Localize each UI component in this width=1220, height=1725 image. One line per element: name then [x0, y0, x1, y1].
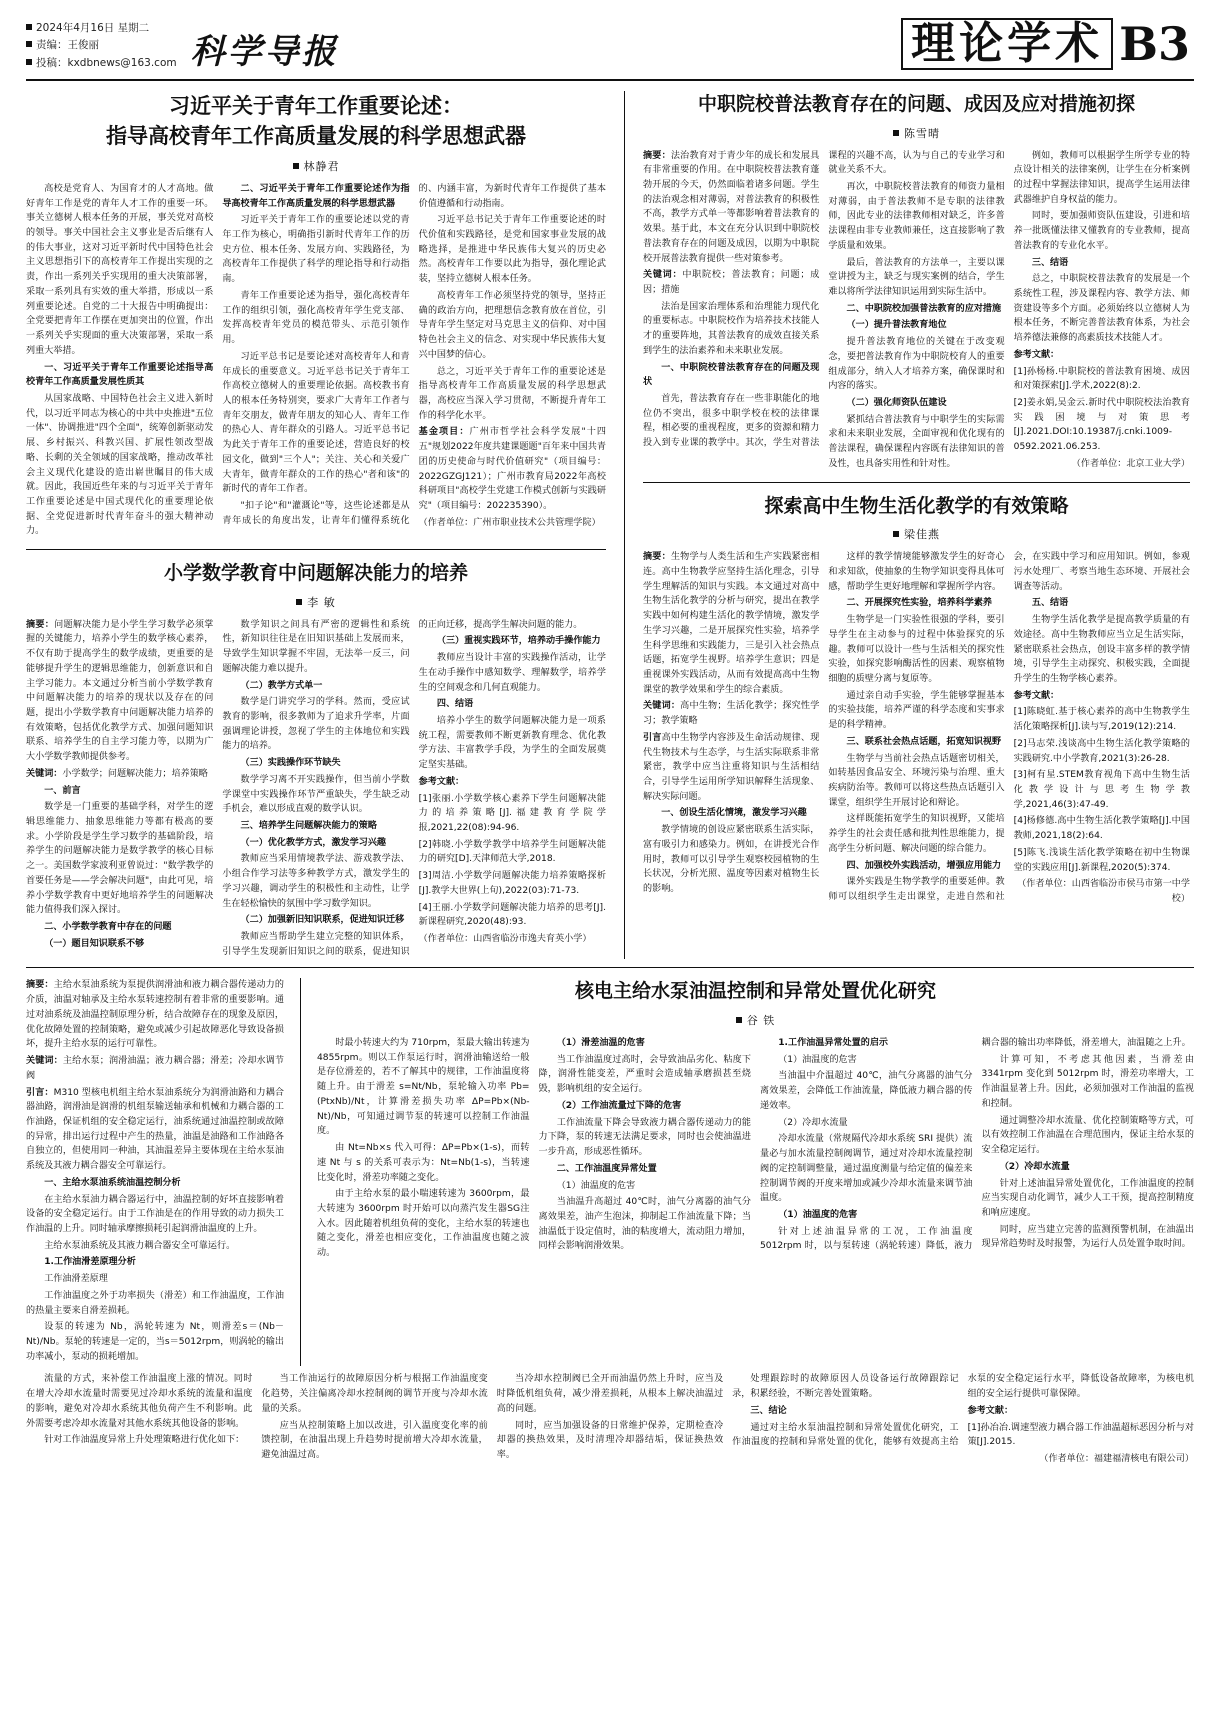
article4-headline: 探索高中生物生活化教学的有效策略 [764, 494, 1069, 517]
divider-2 [643, 482, 1190, 483]
article-primary-math [26, 560, 606, 959]
paper-name: 科学导报 [190, 32, 339, 72]
article-xi-youth-work [26, 91, 606, 539]
top-region [26, 91, 1194, 959]
article4-byline: 梁佳燕 [643, 526, 1190, 542]
article3-byline: 李 敏 [26, 594, 606, 610]
article5-body: 时最小转速大约为 710rpm，泵最大输出转速为 4855rpm。则以工作泵运行时，润滑油输送给一般是存位滑差的，若不了解其中的规律，工作油温度将随上升。由于滑差 s=Nt/Nb，泵轮输入功率 Pb=(PtxNb)/Nt，计算滑差损失功率 ΔP=Pb×(Nb-Nt)/Nb，可知通过调节泵的转速可以控制工作油温度。 由 Nt=Nb×s 代入可得：ΔP=Pb×(1-s)，而转速 Nt 与 s 的关系可表示为：Nt=Nb(1-s)，当转速比变化时，滑差功率随之变化。 由于主给水泵的最小喘速转速为 3600rpm，最大转速为 3600rpm 时开始可以向蒸汽发生器SG注入水。因此随着机组负荷的变化，主给水泵的转速也随之变化，滑差也相应变化，工作油温度也随之波动。 （1）滑差油温的危害 当工作油温度过高时，会导致油品劣化、粘度下降，润滑性能变差，严重时会造成轴承磨损甚至烧毁，影响机组的安全运行。 （2）工作油流量过下降的危害 工作油流量下降会导致液力耦合器传递动力的能力下降，泵的转速无法满足要求，同时也会使油温进一步升高，形成恶性循环。 二、工作油温度异常处置 （1）油温度的危害 当油温升高超过 40℃时，油气分离器的油气分离效果差，油产生泡沫，抑制起工作油流量下降；当油温低于设定值时，油的粘度增大，流动阻力增加，同样会影响润滑效果。 1.工作油温异常处置的启示 （1）油温度的危害 当油温中介温超过 40℃，油气分离器的油气分离效果差，会降低工作油流量，降低液力耦合器的传递效率。 （2）冷却水流量 冷却水流量（常规隔代冷却水系统 SRI 提供）流量必与加水流量控制阀调节，通过对冷却水流量控制阀的定控制调整量，通过温度测量与给定值的偏差来控制调节阀的开度来增加或减少冷却水流量来调节油温度。 （1）油温度的危害 针对上述油温异常的工况，工作油温度 5012rpm 时，以与泵转速（涡轮转速）降低，液力耦合器的输出功率降低，滑差增大，油温随之上升。 计算可知，不考虑其他因素，当滑差由 3341rpm 变化到 5012rpm 时，滑差功率增大，工作油温显著上升。因此，必须加强对工作油温的监视和控制。 通过调整冷却水流量、优化控制策略等方式，可以有效控制工作油温在合理范围内，保证主给水泵的安全稳定运行。 （2）冷却水流量 针对上述油温异常处置优化，工作油温度的控制应当实现自动化调节，减少人工干预，提高控制精度和响应速度。 同时，应当建立完善的监测预警机制，在油温出现异常趋势时及时报警，为运行人员处置争取时间。 [317, 1038, 1194, 1259]
article1-body: 高校是党育人、为国育才的人才高地。做好青年工作是党的青年人才工作的重要一环。事关立德树人根本任务的开展，事关党对高校的领导。事关中国社会主义事业是否后继有人的伟大事业，这对习近平新时代中国特色社会主义思想指引下的高校青年工作提出实现的之责，作出一系列关乎实现用的重大决策部署，采取一系列具有实效的重大举措，形成以一系列重要论述。自党的二十大报告中明确提出：全党要把青年工作摆在更加突出的位置，作出一系列关乎实现面的重大决策部署，采取一系列重大举措。 一、习近平关于青年工作重要论述指导高校青年工作高质量发展性质其 从国家战略、中国特色社会主义进入新时代，以习近平同志为核心的中共中央推进"五位一体"、协调推进"四个全面"，统筹创新驱动发展、乡村振兴、科教兴国、扩展性领改型战略、长剩的关全领域的国家战略，推动改革社会主义现代化建设的造出崭世瞩目的伟大成就。因此，我国近些年来的与习近平关于青年工作重要论述是中国式现代化的重要理论依据、全党促进新时代青年奋斗的强大精神动力。 二、习近平关于青年工作重要论述作为指导高校青年工作高质量发展的科学思想武器 习近平关于青年工作的重要论述以党的青年工作为核心，明确指引新时代青年工作的历史方位、根本任务、发展方向、实践路径，为高校青年工作提供了科学的理论指导和行动指南。 青年工作重要论述为指导，强化高校青年工作的组织引领，强化高校青年学生党支部、发挥高校青年党员的模范带头、示范引领作用。 习近平总书记是要论述对高校青年人和青年成长的重要意义。习近平总书记关于青年工作高校立德树人的重要理论依据。高校教书育人的根本任务特别突，要求广大青年工作者与青年交朋友，做青年朋友的知心人、青年工作的热心人、青年群众的引路人。习近平总书记为此关于青年工作的重要论述，营造良好的校园文化，做到"三个人"；关注、关心和关爱广大青年，做青年群众的工作的热心"者和该"的新时代的青年工作者。 "扣子论"和"灌溉论"等，这些论述都是从青年成长的角度出发，让青年们懂得系统化的、内涵丰富，为新时代青年工作提供了基本价值遵循和行动指南。 习近平总书记关于青年工作重要论述的时代价值和实践路径，是党和国家事业发展的战略选择，是推进中华民族伟大复兴的历史必然。高校青年工作要以此为指导，强化理论武装，坚持立德树人根本任务。 高校青年工作必须坚持党的领导，坚持正确的政治方向，把理想信念教育放在首位，引导青年学生坚定对马克思主义的信仰、对中国特色社会主义的信念、对实现中华民族伟大复兴中国梦的信心。 总之，习近平关于青年工作的重要论述是指导高校青年工作高质量发展的科学思想武器，高校应当深入学习贯彻，不断提升青年工作的科学化水平。 基金项目：广州市哲学社会科学发展"十四五"规划2022年度共建课题题"百年来中国共青团的历史使命与时代价值研究"（项目编号：2022GZGJ121）；广州市教育局2022年高校科研项目"高校学生党建工作模式创新与实践研究"（项目编号：202235390）。 （作者单位：广州市职业技术公共管理学院） [26, 183, 606, 537]
left-column-region [26, 91, 606, 959]
editor: 责编：王俊丽 [26, 37, 177, 54]
article-biology-life-teaching [643, 493, 1190, 907]
article1-headline: 习近平关于青年工作重要论述： 指导高校青年工作高质量发展的科学思想武器 [106, 93, 526, 149]
masthead-right [901, 18, 1194, 70]
article5-tail: 流量的方式，来补偿工作油温度上涨的情况。同时在增大冷却水流量时需要见过冷却水系统的流量和温度的影响，避免对冷却水系统其他负荷产生不利影响。此外需要考虑冷却水流量对其他水系统其他设备的影响。 针对工作油温度异常上升处理策略进行优化如下： 当工作油运行的故障原因分析与根据工作油温度变化趋势，关注偏离冷却水控制阀的调节开度与冷却水流量的关系。 应当从控制策略上加以改进，引入温度变化率的前馈控制，在油温出现上升趋势时提前增大冷却水流量，避免油温过高。 当冷却水控制阀已全开而油温仍然上升时，应当及时降低机组负荷，减少滑差损耗，从根本上解决油温过高的问题。 同时，应当加强设备的日常维护保养，定期检查冷却器的换热效果，及时清理冷却器结垢，保证换热效率。 处理跟踪时的故障原因人员设备运行故障跟踪记录，积累经验，不断完善处置策略。 三、结论 通过对主给水泵油温控制和异常处置优化研究，工作油温度的控制和异常处置的优化，能够有效提高主给水泵的安全稳定运行水平，降低设备故障率，为核电机组的安全运行提供可靠保障。 参考文献： [1]孙冶冶.调速型液力耦合器工作油温超标恶因分析与对策[J].2015. （作者单位：福建福清核电有限公司） [26, 1374, 1194, 1465]
masthead-meta [26, 18, 177, 72]
issue-date: 2024年4月16日 星期二 [26, 20, 177, 37]
article2-byline: 陈雪晴 [643, 125, 1190, 141]
article5-headline: 核电主给水泵油温控制和异常处置优化研究 [574, 980, 936, 1003]
masthead-left [26, 18, 339, 73]
article-feedwater-pump [26, 978, 1194, 1366]
article5-abstract-block [26, 978, 284, 1366]
page-number: B3 [1119, 17, 1190, 71]
bottom-region [26, 967, 1194, 1466]
submission-email: 投稿：kxdbnews@163.com [26, 55, 177, 72]
right-column-region [624, 91, 1190, 959]
masthead [26, 18, 1194, 81]
article5-byline: 谷 铁 [317, 1012, 1194, 1028]
article3-headline: 小学数学教育中问题解决能力的培养 [163, 562, 468, 585]
article2-headline: 中职院校普法教育存在的问题、成因及应对措施初探 [697, 93, 1135, 115]
article2-body: 摘要：法治教育对于青少年的成长和发展具有非常重要的作用。在中职院校普法教育蓬勃开展的今天，仍然面临着诸多问题。学生的法治观念相对薄弱，对普法教育的积极性不高，教学方式单一等都影响着普法教育的效果。基于此，本文在充分认识到中职院校普法教育存在的问题及成因，以期为中职院校开展普法教育提供一些对策参考。 关键词：中职院校；普法教育；问题；成因；措施 法治是国家治理体系和治理能力现代化的重要标志。中职院校作为培养技术技能人才的重要阵地，其普法教育的成效直接关系到学生的法治素养和未来职业发展。 一、中职院校普法教育存在的问题及现状 首先，普法教育存在一些非职能化的地位仍不突出，很多中职学校在校的法律课程，相必要的重视程度，更多的资源和精力投入到专业课的教学中。其次，学生对普法课程的兴趣不高，认为与自己的专业学习和就业关系不大。 再次，中职院校普法教育的师资力量相对薄弱，由于普法教师不是专职的法律教师，因此专业的法律教师相对缺乏，许多普法课程由非专业教师兼任，这直接影响了教学质量和效果。 最后，普法教育的方法单一，主要以课堂讲授为主，缺乏与现实案例的结合，学生难以将所学法律知识运用到实际生活中。 二、中职院校加强普法教育的应对措施 （一）提升普法教育地位 提升普法教育地位的关键在于改变观念，要把普法教育作为中职院校育人的重要组成部分，纳入人才培养方案，确保课时和内容的落实。 （二）强化师资队伍建设 紧抓结合普法教育与中职学生的实际需求和未来职业发展，全面审视和优化现有的普法课程，确保课程内容既有法律知识的普及性，也具备实用性和针对性。 例如，教师可以根据学生所学专业的特点设计相关的法律案例，让学生在分析案例的过程中掌握法律知识，提高学生运用法律武器维护自身权益的能力。 同时，要加强师资队伍建设，引进和培养一批既懂法律又懂教育的专业教师，提高普法教育的专业化水平。 三、结语 总之，中职院校普法教育的发展是一个系统性工程，涉及课程内容、教学方法、师资建设等多个方面。必须始终以立德树人为根本任务，不断完善普法教育体系，为社会培养德法兼修的高素质技术技能人才。 参考文献： [1]孙杨杨.中职院校的普法教育困境、成因和对策探索[J].学术,2022(8):2. [2]姜永娟,吴金云.新时代中职院校法治教育实践困境与对策思考[J].2021.DOI:10.19387/j.cnki.1009-0592.2021.06.253. （作者单位：北京工业大学） [643, 150, 1190, 469]
article-vocational-law-education [643, 91, 1190, 472]
article4-body: 摘要：生物学与人类生活和生产实践紧密相连。高中生物教学应坚持生活化理念，引导学生理解活的知识与实践。本文通过对高中生物生活化教学的分析与研究，提出在教学实践中如何构建生活化的教学情境，激发学生学习兴趣，二是开展探究性实验，培养学生科学思维和实践能力，三是引入社会热点话题，拓宽学生视野。培养学生意识；四是重视课外实践活动，从而有效提高高中生物课堂的教学效果和学生的综合素质。 关键词：高中生物；生活化教学；探究性学习；教学策略 引言高中生物学内容涉及生命活动规律、现代生物技术与生态学，与生活实际联系非常紧密，教学中应当注重将知识与生活相结合，引导学生运用所学知识解释生活现象、解决实际问题。 一、创设生活化情境，激发学习兴趣 教学情境的创设应紧密联系生活实际，富有吸引力和感染力。例如，在讲授光合作用时，教师可以引导学生观察校园植物的生长状况，分析光照、温度等因素对植物生长的影响。 这样的教学情境能够激发学生的好奇心和求知欲，使抽象的生物学知识变得具体可感，帮助学生更好地理解和掌握所学内容。 二、开展探究性实验，培养科学素养 生物学是一门实验性很强的学科，要引导学生在主动参与的过程中体验探究的乐趣。教师可以设计一些与生活相关的探究性实验，如探究影响酶活性的因素、观察植物细胞的质壁分离与复原等。 通过亲自动手实验，学生能够掌握基本的实验技能，培养严谨的科学态度和实事求是的科学精神。 三、联系社会热点话题，拓宽知识视野 生物学与当前社会热点话题密切相关，如转基因食品安全、环境污染与治理、重大疾病防治等。教师可以将这些热点话题引入课堂，组织学生开展讨论和辩论。 这样既能拓宽学生的知识视野，又能培养学生的社会责任感和批判性思维能力，提高学生分析问题、解决问题的综合能力。 四、加强校外实践活动，增强应用能力 课外实践是生物学教学的重要延伸。教师可以组织学生走出课堂，走进自然和社会，在实践中学习和应用知识。例如，参观污水处理厂、考察当地生态环境、开展社会调查等活动。 五、结语 生物学生活化教学是提高教学质量的有效途径。高中生物教师应当立足生活实际，紧密联系社会热点，创设丰富多样的教学情境，引导学生主动探究、积极实践，全面提升学生的生物学核心素养。 参考文献： [1]陈晓虹.基于核心素养的高中生物教学生活化策略探析[J].读与写,2019(12):214. [2]马志荣.浅谈高中生物生活化教学策略的实践研究.中小学教育,2021(3):26-28. [3]柯有星.STEM教育视角下高中生物生活化教学设计与思考生物学教学,2021,46(3):47-49. [4]杨修德.高中生物生活化教学策略[J].中国教师,2021,18(2):64. [5]陈飞.浅谈生活化教学策略在初中生物课堂的实践应用[J].新课程,2020(5):374. （作者单位：山西省临汾市侯马市第一中学校） [643, 552, 1190, 904]
article5-main [300, 978, 1194, 1366]
article1-byline: 林静君 [26, 158, 606, 174]
article3-body: 摘要：问题解决能力是小学生学习数学必须掌握的关键能力，培养小学生的数学核心素养，不仅有助于提高学生的数学成绩，更重要的是能够提升学生的逻辑思维能力，创新意识和自主学习能力。本文通过分析当前小学数学教育中问题解决能力的培养的现状以及存在的问题，提出小学数学教育中问题解决能力培养的有效策略，包括优化教学方式、加强问题知识联系、培养学生的自主学习能力等，以期为广大小学数学教师提供参考。 关键词：小学数学；问题解决能力；培养策略 一、前言 数学是一门重要的基础学科，对学生的逻辑思维能力、抽象思维能力等都有极高的要求。小学阶段是学生学习数学的基础阶段，培养学生的问题解决能力是数学教学的核心目标之一。美国数学家波利亚曾说过："数学教学的首要任务是——学会解决问题"，由此可见，培养小学数学教育中更好地培养学生的问题解决能力值得我们深入探讨。 二、小学数学教育中存在的问题 （一）题目知识联系不够 数学知识之间具有严密的逻辑性和系统性，新知识往往是在旧知识基础上发展而来，导致学生知识掌握不牢固，无法举一反三，问题解决能力难以提升。 （二）教学方式单一 数学是门讲究学习的学科。然而，受应试教育的影响，很多教师为了追求升学率，片面强调理论讲授，忽视了学生的主体地位和实践能力的培养。 （三）实践操作环节缺失 数学学习离不开实践操作，但当前小学数学课堂中实践操作环节严重缺失，学生缺乏动手机会，难以形成直观的数学认识。 三、培养学生问题解决能力的策略 （一）优化教学方式，激发学习兴趣 教师应当采用情境教学法、游戏教学法、小组合作学习法等多种教学方式，激发学生的学习兴趣，调动学生的积极性和主动性，让学生在轻松愉快的氛围中学习数学知识。 （二）加强新旧知识联系，促进知识迁移 教师应当帮助学生建立完整的知识体系，引导学生发现新旧知识之间的联系，促进知识的正向迁移，提高学生解决问题的能力。 （三）重视实践环节，培养动手操作能力 教师应当设计丰富的实践操作活动，让学生在动手操作中感知数学、理解数学，培养学生的空间观念和几何直观能力。 四、结语 培养小学生的数学问题解决能力是一项系统工程，需要教师不断更新教育理念、优化教学方法、丰富教学手段，为学生的全面发展奠定坚实基础。 参考文献： [1]张丽.小学数学核心素养下学生问题解决能力的培养策略[J].福建教育学院学报,2021,22(08):94-96. [2]韩晓.小学数学教学中培养学生问题解决能力的研究[D].天津师范大学,2018. [3]周洁.小学数学问题解决能力培养策略探析[J].教学大世界(上旬),2022(03):71-73. [4]王丽.小学数学问题解决能力培养的思考[J].新课程研究,2020(48):93. （作者单位：山西省临汾市逸夫育英小学） [26, 619, 606, 957]
divider-1 [26, 549, 606, 550]
section-title: 理论学术 [901, 18, 1113, 70]
article5-abstract: 摘要：主给水泵油系统为泵提供润滑油和液力耦合器传递动力的介质，油温对轴承及主给水泵转速控制有着非常的重要影响。通过对油系统及油温控制原理分析，结合故障存在的现象及原因，优化故障处置的控制策略，避免或减少引起故障恶化导致设备损坏，提升主给水泵的运行可靠性。 关键词：主给水泵；润滑油温；液力耦合器；滑差；冷却水调节阀 引言：M310 型核电机组主给水泵油系统分为润滑油路和力耦合器油路，润滑油是润滑的机组泵输送轴承和机械和力耦合器的工作油路，保证机组的安全稳定运行，油系统通过油温控制或故障的异常，排出运行过程中产生的热量，油温是油路和工作油路各自独立的，但使用同一种油，其油温差异主要体现在主给水泵油系统及其液力耦合器安全可靠运行。 一、主给水泵油系统油温控制分析 在主给水泵油力耦合器运行中，油温控制的好坏直接影响着设备的安全稳定运行。由于工作油是在的作用导致的动力损失工作油温的上升。同时轴承摩擦损耗引起润滑油温度的上升。 主给水泵油系统及其液力耦合器安全可靠运行。 1.工作油滑差原理分析 工作油滑差原理 工作油温度之外于功率损失（滑差）和工作油温度，工作油的热量主要来自滑差损耗。 设泵的转速为 Nb，涡轮转速为 Nt，则滑差s＝(Nb－Nt)/Nb。泵轮的转速是一定的，当s＝5012rpm，则涡轮的输出功率减小，泵动的损耗增加。 [26, 980, 284, 1362]
